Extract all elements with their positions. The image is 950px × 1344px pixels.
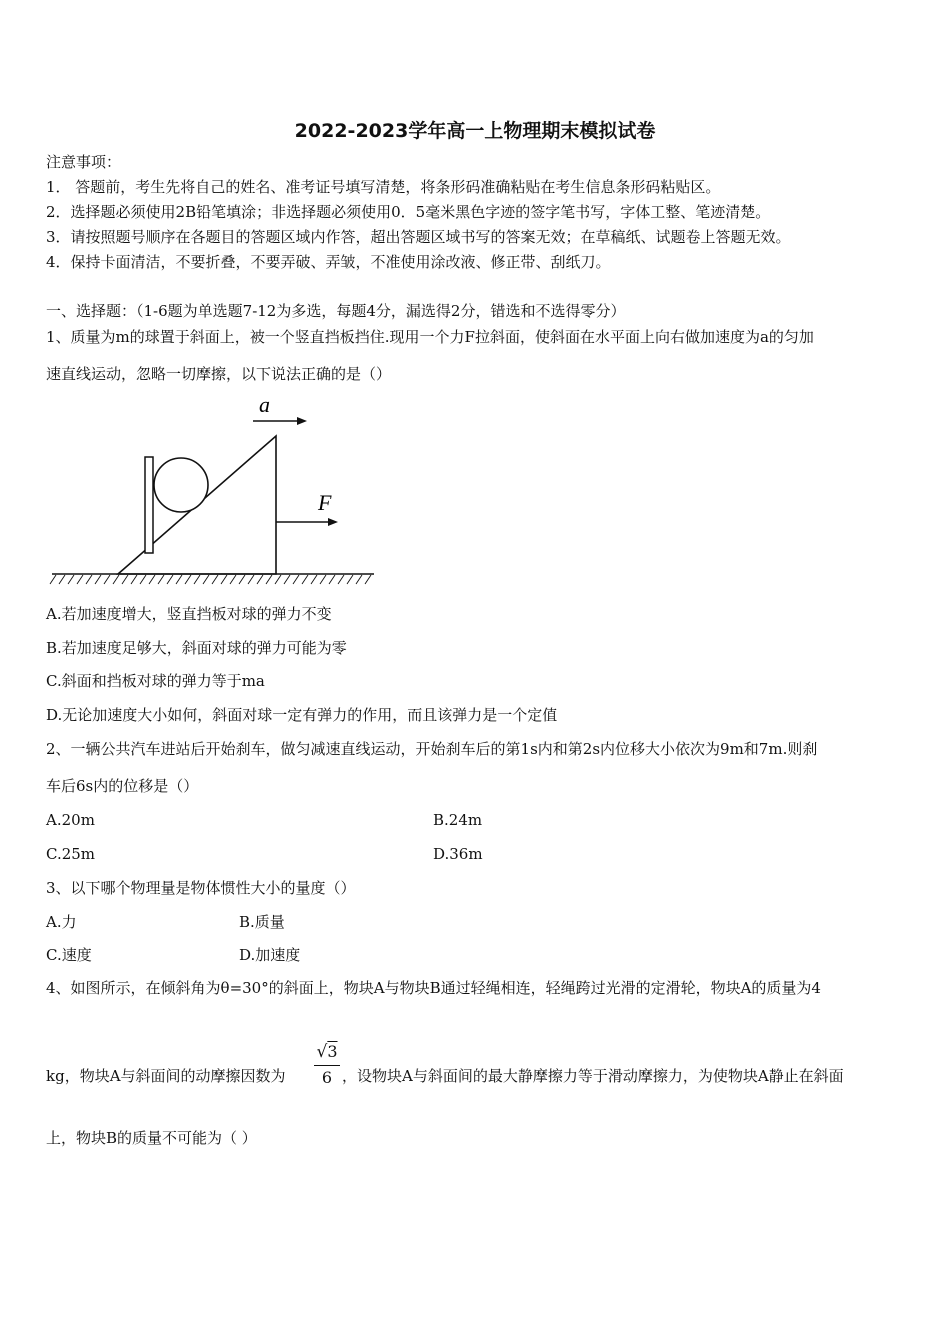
- question-4-stem-pre: kg，物块A与斜面间的动摩擦因数为: [46, 1067, 286, 1085]
- question-4-stem: 4、如图所示，在倾斜角为θ=30°的斜面上，物块A与物块B通过轻绳相连，轻绳跨过光滑的定滑轮，物块A的质量为4: [46, 979, 821, 997]
- q3-option-d: D.加速度: [239, 946, 301, 964]
- friction-coefficient-fraction: [312, 1041, 342, 1088]
- notice-heading: 注意事项：: [46, 153, 122, 171]
- fraction-radicand: 3: [327, 1042, 338, 1061]
- section-heading: 一、选择题：（1-6题为单选题7-12为多选，每题4分，漏选得2分，错选和不选得零分）: [46, 302, 626, 320]
- vertical-baffle: [145, 457, 153, 553]
- q3-option-a: A.力: [46, 913, 77, 931]
- incline-figure: [48, 392, 378, 592]
- question-4-stem-cont: 上，物块B的质量不可能为（ ）: [46, 1129, 257, 1147]
- q2-option-b: B.24m: [433, 811, 483, 829]
- question-2-stem-cont: 车后6s内的位移是（）: [46, 777, 199, 795]
- question-1-stem: 1、质量为m的球置于斜面上，被一个竖直挡板挡住.现用一个力F拉斜面，使斜面在水平面上向右做加速度为a的匀加: [46, 328, 814, 346]
- question-3-stem: 3、以下哪个物理量是物体惯性大小的量度（）: [46, 879, 356, 897]
- q1-option-b: B.若加速度足够大，斜面对球的弹力可能为零: [46, 639, 347, 657]
- notice-item: 3．请按照题号顺序在各题目的答题区域内作答，超出答题区域书写的答案无效；在草稿纸、试题卷上答题无效。: [46, 228, 791, 246]
- q1-option-a: A.若加速度增大，竖直挡板对球的弹力不变: [46, 605, 332, 623]
- force-arrowhead: [328, 518, 338, 526]
- notice-item: 2．选择题必须使用2B铅笔填涂；非选择题必须使用0．5毫米黑色字迹的签字笔书写，字体工整、笔迹清楚。: [46, 203, 771, 221]
- ball: [154, 458, 208, 512]
- q1-option-c: C.斜面和挡板对球的弹力等于ma: [46, 672, 265, 690]
- ground-hatching: [50, 575, 371, 584]
- sqrt-symbol: √: [316, 1042, 328, 1062]
- force-label: F: [318, 490, 332, 515]
- q3-option-b: B.质量: [239, 913, 285, 931]
- notice-item: 4．保持卡面清洁，不要折叠，不要弄破、弄皱，不准使用涂改液、修正带、刮纸刀。: [46, 253, 611, 271]
- question-2-stem: 2、一辆公共汽车进站后开始刹车，做匀减速直线运动，开始刹车后的第1s内和第2s内位移大小依次为9m和7m.则刹: [46, 740, 818, 758]
- question-1-stem-cont: 速直线运动，忽略一切摩擦，以下说法正确的是（）: [46, 365, 392, 383]
- q2-option-d: D.36m: [433, 845, 483, 863]
- notice-item: 1． 答题前，考生先将自己的姓名、准考证号填写清楚，将条形码准确粘贴在考生信息条形码粘贴区。: [46, 178, 721, 196]
- q3-option-c: C.速度: [46, 946, 92, 964]
- question-4-stem-post: ，设物块A与斜面间的最大静摩擦力等于滑动摩擦力，为使物块A静止在斜面: [342, 1067, 844, 1085]
- acceleration-label: a: [259, 392, 270, 417]
- page-title: 2022-2023学年高一上物理期末模拟试卷: [294, 120, 656, 142]
- q2-option-a: A.20m: [46, 811, 95, 829]
- q2-option-c: C.25m: [46, 845, 96, 863]
- q1-option-d: D.无论加速度大小如何，斜面对球一定有弹力的作用，而且该弹力是一个定值: [46, 706, 558, 724]
- acceleration-arrowhead: [297, 417, 307, 425]
- fraction-denominator: 6: [321, 1068, 333, 1087]
